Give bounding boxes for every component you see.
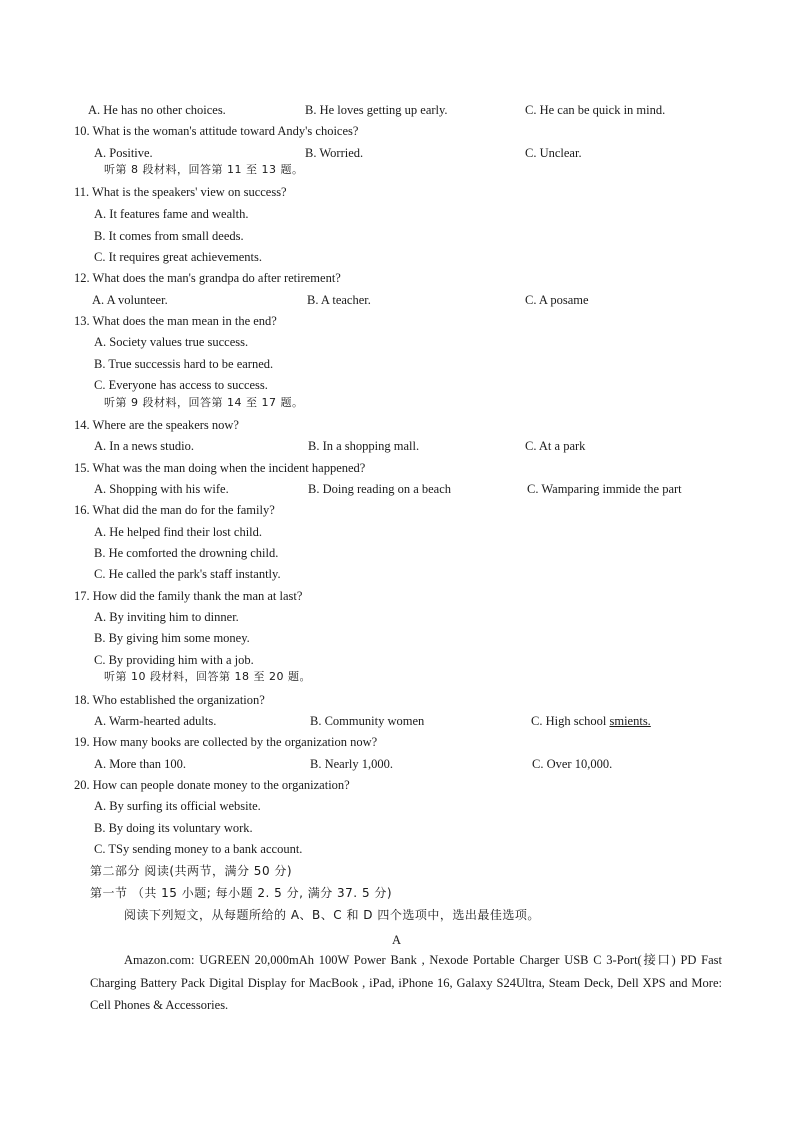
q13-option-c: C. Everyone has access to success.	[94, 378, 268, 392]
q17-stem: 17. How did the family thank the man at last?	[74, 589, 303, 603]
q18-option-c-underlined: smients.	[609, 714, 651, 728]
q18-option-c-text: C. High school	[531, 714, 610, 728]
q18-option-a: A. Warm-hearted adults.	[94, 714, 217, 728]
q11-stem: 11. What is the speakers' view on success?	[74, 185, 287, 199]
q12-option-b: B. A teacher.	[307, 293, 371, 307]
q19-stem: 19. How many books are collected by the organization now?	[74, 735, 378, 749]
q10-option-a: A. Positive.	[94, 146, 153, 160]
q17-option-c: C. By providing him with a job.	[94, 653, 254, 667]
q9-option-c: C. He can be quick in mind.	[525, 103, 666, 117]
q14-option-a: A. In a news studio.	[94, 439, 194, 453]
section-1-title: 第一节 （共 15 小题; 每小题 2. 5 分, 满分 37. 5 分)	[90, 886, 393, 900]
q9-option-a: A. He has no other choices.	[88, 103, 226, 117]
passage-label: A	[391, 933, 402, 947]
passage-a-text: Amazon.com: UGREEN 20,000mAh 100W Power Bank , Nexode Portable Charger USB C 3-Port(接口) PD Fast Charging Battery Pack Digital Display for MacBook , iPad, iPhone 16, Galaxy S24Ultra, Steam Deck, Dell XPS and More: Cell Phones & Accessories.	[90, 953, 722, 1012]
q14-stem: 14. Where are the speakers now?	[74, 418, 239, 432]
q20-option-a: A. By surfing its official website.	[94, 799, 261, 813]
q20-option-c: C. TSy sending money to a bank account.	[94, 842, 303, 856]
q12-option-a: A. A volunteer.	[92, 293, 168, 307]
q10-option-b: B. Worried.	[305, 146, 364, 160]
q17-option-b: B. By giving him some money.	[94, 631, 250, 645]
q13-stem: 13. What does the man mean in the end?	[74, 314, 277, 328]
q13-option-a: A. Society values true success.	[94, 335, 249, 349]
section-9-instruction: 听第 9 段材料，回答第 14 至 17 题。	[104, 396, 304, 409]
q13-option-b: B. True successis hard to be earned.	[94, 357, 274, 371]
q20-option-b: B. By doing its voluntary work.	[94, 821, 253, 835]
q18-stem: 18. Who established the organization?	[74, 693, 265, 707]
section-10-instruction: 听第 10 段材料，回答第 18 至 20 题。	[104, 670, 311, 683]
q20-stem: 20. How can people donate money to the organization?	[74, 778, 350, 792]
q14-option-c: C. At a park	[525, 439, 586, 453]
q16-option-b: B. He comforted the drowning child.	[94, 546, 279, 560]
q11-option-c: C. It requires great achievements.	[94, 250, 262, 264]
q14-option-b: B. In a shopping mall.	[308, 439, 420, 453]
reading-instruction: 阅读下列短文，从每题所给的 A、B、C 和 D 四个选项中，选出最佳选项。	[124, 908, 540, 922]
q9-option-b: B. He loves getting up early.	[305, 103, 448, 117]
q10-option-c: C. Unclear.	[525, 146, 582, 160]
q16-option-c: C. He called the park's staff instantly.	[94, 567, 281, 581]
q15-option-b: B. Doing reading on a beach	[308, 482, 452, 496]
q15-stem: 15. What was the man doing when the incident happened?	[74, 461, 366, 475]
part-2-title: 第二部分 阅读(共两节，满分 50 分)	[90, 864, 293, 878]
q16-stem: 16. What did the man do for the family?	[74, 503, 275, 517]
q15-option-a: A. Shopping with his wife.	[94, 482, 229, 496]
q17-option-a: A. By inviting him to dinner.	[94, 610, 239, 624]
q16-option-a: A. He helped find their lost child.	[94, 525, 263, 539]
q19-option-c: C. Over 10,000.	[532, 757, 613, 771]
q12-stem: 12. What does the man's grandpa do after retirement?	[74, 271, 341, 285]
section-8-instruction: 听第 8 段材料，回答第 11 至 13 题。	[104, 163, 304, 176]
q18-option-b: B. Community women	[310, 714, 425, 728]
q15-option-c: C. Wamparing immide the part	[527, 482, 682, 496]
q11-option-a: A. It features fame and wealth.	[94, 207, 249, 221]
q18-option-c	[531, 713, 651, 729]
q11-option-b: B. It comes from small deeds.	[94, 229, 244, 243]
q19-option-a: A. More than 100.	[94, 757, 186, 771]
q19-option-b: B. Nearly 1,000.	[310, 757, 393, 771]
q10-stem: 10. What is the woman's attitude toward Andy's choices?	[74, 124, 359, 138]
q12-option-c: C. A posame	[525, 293, 589, 307]
